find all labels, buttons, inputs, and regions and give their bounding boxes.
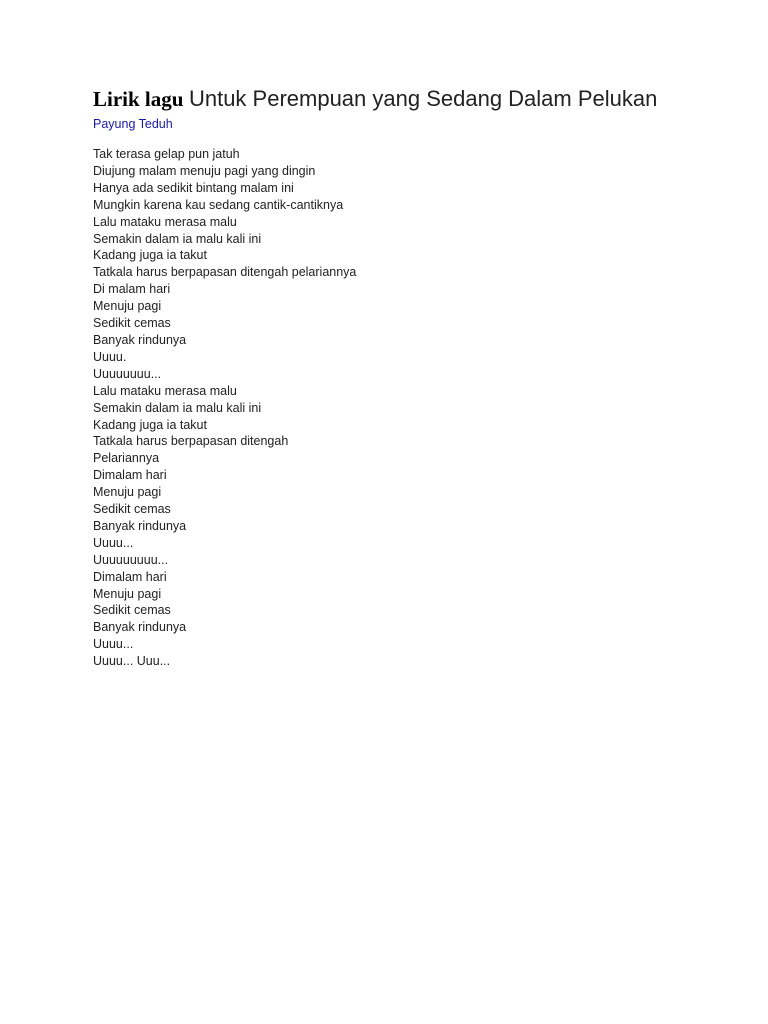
lyric-line: Menuju pagi — [93, 299, 162, 314]
lyric-line: Sedikit cemas — [93, 316, 171, 331]
lyric-line: Dimalam hari — [93, 569, 167, 584]
lyric-line: Tatkala harus berpapasan ditengah pelariannya — [93, 265, 357, 280]
artist-name: Payung Teduh — [93, 117, 173, 131]
lyric-line: Kadang juga ia takut — [93, 417, 207, 432]
lyric-line: Banyak rindunya — [93, 332, 187, 347]
lyric-line: Lalu mataku merasa malu — [93, 383, 237, 398]
lyric-line: Semakin dalam ia malu kali ini — [93, 231, 262, 246]
lyric-line: Kadang juga ia takut — [93, 248, 207, 263]
lyric-line: Di malam hari — [93, 282, 171, 297]
lyric-line: Sedikit cemas — [93, 502, 171, 517]
title-prefix: Lirik lagu — [93, 87, 184, 111]
lyric-line: Banyak rindunya — [93, 620, 187, 635]
lyric-line: Uuuu... — [93, 535, 134, 550]
lyric-line: Menuju pagi — [93, 586, 162, 601]
lyric-line: Pelariannya — [93, 451, 160, 466]
lyric-line: Semakin dalam ia malu kali ini — [93, 400, 262, 415]
lyric-line: Diujung malam menuju pagi yang dingin — [93, 163, 316, 178]
lyric-line: Hanya ada sedikit bintang malam ini — [93, 180, 294, 195]
lyric-line: Uuuu. — [93, 349, 127, 364]
lyric-line: Mungkin karena kau sedang cantik-cantiknya — [93, 197, 344, 212]
song-title: Untuk Perempuan yang Sedang Dalam Pelukan — [188, 86, 658, 111]
lyric-line: Banyak rindunya — [93, 518, 187, 533]
lyric-line: Tak terasa gelap pun jatuh — [93, 147, 240, 161]
lyric-line: Uuuu... — [93, 637, 134, 652]
document-page — [93, 86, 713, 670]
lyric-line: Lalu mataku merasa malu — [93, 214, 237, 229]
lyric-line: Dimalam hari — [93, 468, 167, 483]
lyric-line: Uuuuuuuu... — [93, 366, 162, 381]
page-title — [93, 86, 713, 112]
lyrics-block — [93, 146, 713, 670]
lyric-line: Uuuuuuuuu... — [93, 552, 169, 567]
lyric-line: Sedikit cemas — [93, 603, 171, 618]
lyric-line: Tatkala harus berpapasan ditengah — [93, 434, 289, 449]
lyric-line: Uuuu... Uuu... — [93, 654, 171, 669]
lyric-line: Menuju pagi — [93, 485, 162, 500]
